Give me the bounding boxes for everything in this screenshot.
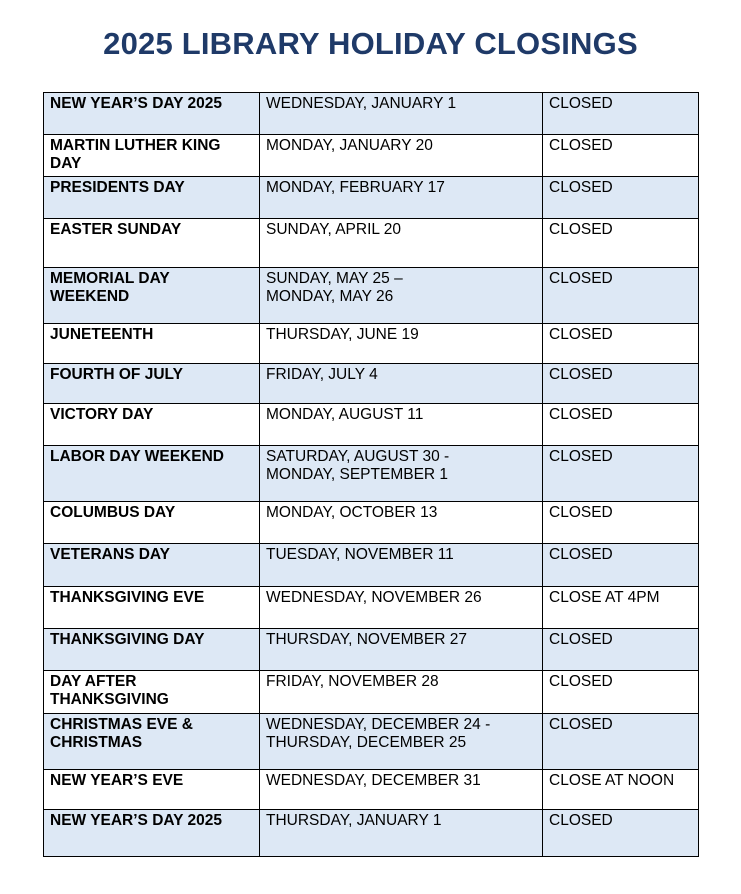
holiday-status-cell: CLOSED: [543, 629, 699, 671]
holiday-dates-cell: FRIDAY, NOVEMBER 28: [260, 671, 543, 714]
holiday-dates-cell: THURSDAY, NOVEMBER 27: [260, 629, 543, 671]
table-row: [44, 93, 699, 135]
holiday-dates-cell: SATURDAY, AUGUST 30 - MONDAY, SEPTEMBER 1: [260, 446, 543, 502]
holiday-status-cell: CLOSED: [543, 177, 699, 219]
table-row: [44, 364, 699, 404]
holiday-dates-cell: THURSDAY, JANUARY 1: [260, 810, 543, 857]
holiday-name-cell: VICTORY DAY: [44, 404, 260, 446]
table-row: [44, 714, 699, 770]
holiday-name-cell: NEW YEAR’S DAY 2025: [44, 93, 260, 135]
holiday-status-cell: CLOSED: [543, 714, 699, 770]
table-row: [44, 446, 699, 502]
holiday-dates-cell: MONDAY, OCTOBER 13: [260, 502, 543, 544]
holiday-dates-cell: SUNDAY, MAY 25 – MONDAY, MAY 26: [260, 268, 543, 324]
holiday-name-cell: THANKSGIVING EVE: [44, 587, 260, 629]
holiday-name-cell: LABOR DAY WEEKEND: [44, 446, 260, 502]
holiday-dates-cell: WEDNESDAY, DECEMBER 24 - THURSDAY, DECEMBER 25: [260, 714, 543, 770]
holiday-status-cell: CLOSED: [543, 135, 699, 177]
table-row: [44, 587, 699, 629]
holiday-dates-cell: THURSDAY, JUNE 19: [260, 324, 543, 364]
holiday-name-cell: FOURTH OF JULY: [44, 364, 260, 404]
table-row: [44, 502, 699, 544]
holiday-status-cell: CLOSED: [543, 93, 699, 135]
holiday-status-cell: CLOSED: [543, 219, 699, 268]
table-row: [44, 770, 699, 810]
holiday-status-cell: CLOSED: [543, 404, 699, 446]
holiday-name-cell: MEMORIAL DAY WEEKEND: [44, 268, 260, 324]
holiday-name-cell: EASTER SUNDAY: [44, 219, 260, 268]
holiday-closings-table: [43, 92, 699, 857]
holiday-status-cell: CLOSE AT NOON: [543, 770, 699, 810]
table-row: [44, 629, 699, 671]
holiday-name-cell: THANKSGIVING DAY: [44, 629, 260, 671]
holiday-name-cell: JUNETEENTH: [44, 324, 260, 364]
table-row: [44, 135, 699, 177]
holiday-name-cell: VETERANS DAY: [44, 544, 260, 587]
table-row: [44, 810, 699, 857]
page-title: 2025 LIBRARY HOLIDAY CLOSINGS: [103, 26, 638, 61]
holiday-dates-cell: MONDAY, JANUARY 20: [260, 135, 543, 177]
holiday-status-cell: CLOSED: [543, 810, 699, 857]
holiday-name-cell: PRESIDENTS DAY: [44, 177, 260, 219]
holiday-dates-cell: WEDNESDAY, NOVEMBER 26: [260, 587, 543, 629]
holiday-status-cell: CLOSED: [543, 364, 699, 404]
table-row: [44, 219, 699, 268]
holiday-dates-cell: WEDNESDAY, DECEMBER 31: [260, 770, 543, 810]
table-row: [44, 404, 699, 446]
holiday-status-cell: CLOSE AT 4PM: [543, 587, 699, 629]
holiday-status-cell: CLOSED: [543, 268, 699, 324]
holiday-status-cell: CLOSED: [543, 544, 699, 587]
holiday-dates-cell: WEDNESDAY, JANUARY 1: [260, 93, 543, 135]
holiday-dates-cell: SUNDAY, APRIL 20: [260, 219, 543, 268]
holiday-status-cell: CLOSED: [543, 671, 699, 714]
table-row: [44, 324, 699, 364]
holiday-name-cell: MARTIN LUTHER KING DAY: [44, 135, 260, 177]
table-row: [44, 268, 699, 324]
holiday-status-cell: CLOSED: [543, 446, 699, 502]
holiday-dates-cell: MONDAY, AUGUST 11: [260, 404, 543, 446]
holiday-name-cell: NEW YEAR’S EVE: [44, 770, 260, 810]
holiday-closings-body: [44, 93, 699, 857]
holiday-name-cell: NEW YEAR’S DAY 2025: [44, 810, 260, 857]
holiday-status-cell: CLOSED: [543, 324, 699, 364]
table-row: [44, 544, 699, 587]
holiday-name-cell: DAY AFTER THANKSGIVING: [44, 671, 260, 714]
table-row: [44, 177, 699, 219]
table-row: [44, 671, 699, 714]
holiday-status-cell: CLOSED: [543, 502, 699, 544]
holiday-name-cell: CHRISTMAS EVE & CHRISTMAS: [44, 714, 260, 770]
holiday-name-cell: COLUMBUS DAY: [44, 502, 260, 544]
holiday-dates-cell: MONDAY, FEBRUARY 17: [260, 177, 543, 219]
holiday-dates-cell: TUESDAY, NOVEMBER 11: [260, 544, 543, 587]
holiday-dates-cell: FRIDAY, JULY 4: [260, 364, 543, 404]
